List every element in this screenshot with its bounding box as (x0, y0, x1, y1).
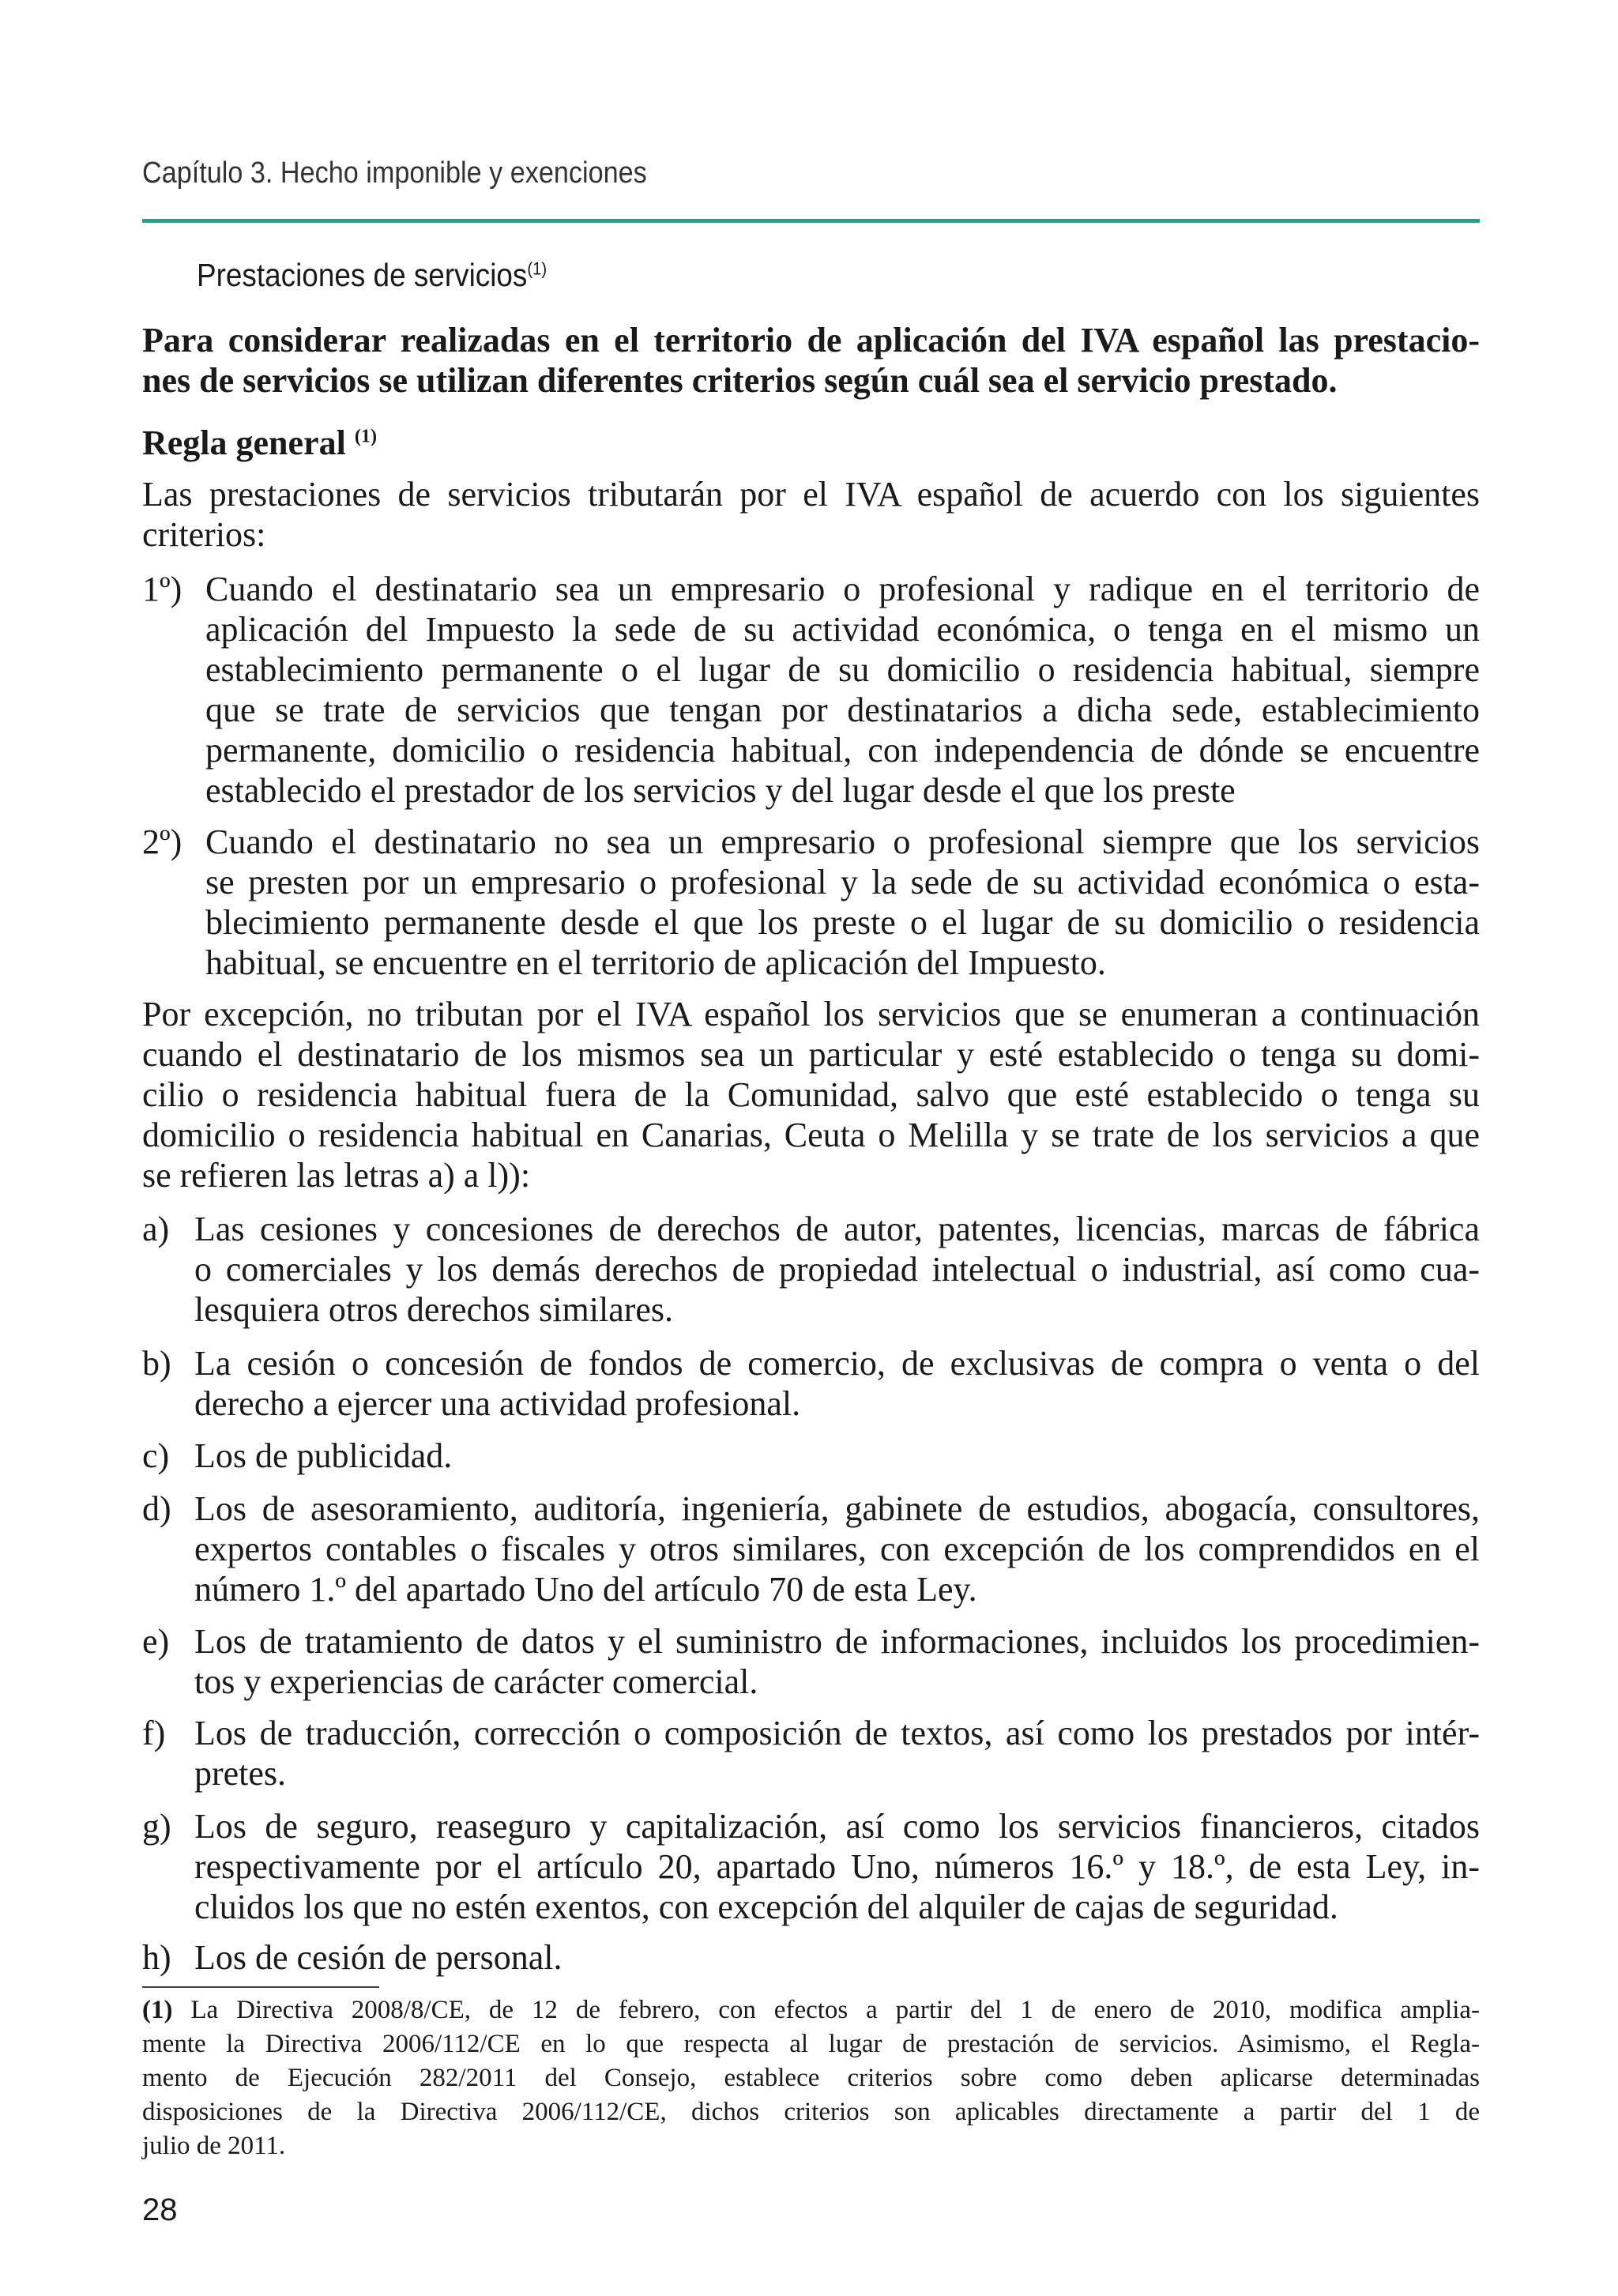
lettered-item-f (142, 1713, 1480, 1794)
item-line: Los de seguro, reaseguro y capitalización, así como los servicios financieros, citados (194, 1807, 1480, 1846)
item-line: derecho a ejercer una actividad profesional. (194, 1384, 801, 1423)
lettered-item-g (142, 1806, 1480, 1927)
item-marker: e) (142, 1622, 170, 1661)
lettered-item-e (142, 1621, 1480, 1702)
item-line: aplicación del Impuesto la sede de su actividad económica, o tenga en el mismo un (205, 610, 1480, 649)
item-line: que se trate de servicios que tengan por destinatarios a dicha sede, establecimiento (205, 691, 1480, 729)
item-line: tos y experiencias de carácter comercial. (194, 1662, 758, 1701)
lettered-item-c (142, 1436, 1480, 1476)
footnote-divider (142, 1986, 379, 1988)
intro-line: nes de servicios se utilizan diferentes criterios según cuál sea el servicio prestado. (142, 361, 1338, 400)
section-note-ref: (1) (527, 258, 547, 279)
footnote-line: mente la Directiva 2006/112/CE en lo que respecta al lugar de prestación de servicios. Asimismo, el Regla- (142, 2030, 1480, 2058)
footnote-line: La Directiva 2008/8/CE, de 12 de febrero, con efectos a partir del 1 de enero de 2010, modifica amplia- (190, 1996, 1481, 2024)
item-line: Cuando el destinatario sea un empresario o profesional y radique en el territorio de (205, 570, 1480, 608)
lettered-item-d (142, 1489, 1480, 1609)
item-line: Las cesiones y concesiones de derechos de autor, patentes, licencias, marcas de fábrica (194, 1210, 1480, 1248)
item-marker: c) (142, 1436, 170, 1475)
item-marker: b) (142, 1344, 171, 1383)
item-marker: g) (142, 1807, 171, 1846)
item-line: Los de publicidad. (194, 1436, 453, 1475)
item-line: permanente, domicilio o residencia habitual, con independencia de dónde se encuentre (205, 731, 1480, 770)
item-line: expertos contables o fiscales y otros similares, con excepción de los comprendidos en el (194, 1530, 1480, 1568)
item-line: se presten por un empresario o profesional y la sede de su actividad económica o esta- (205, 863, 1480, 901)
item-marker: d) (142, 1489, 171, 1528)
item-marker: h) (142, 1938, 171, 1977)
item-line: pretes. (194, 1754, 287, 1793)
item-line: blecimiento permanente desde el que los preste o el lugar de su domicilio o residencia (205, 903, 1480, 942)
numbered-item-2 (142, 822, 1480, 983)
item-line: Los de cesión de personal. (194, 1938, 563, 1977)
page-number: 28 (142, 2192, 178, 2227)
exception-line: cuando el destinatario de los mismos sea un particular y esté establecido o tenga su domi- (142, 1035, 1480, 1074)
header-divider (142, 219, 1480, 223)
exception-line: se refieren las letras a) a l)): (142, 1156, 531, 1195)
item-line: Los de asesoramiento, auditoría, ingeniería, gabinete de estudios, abogacía, consultores, (194, 1489, 1480, 1528)
item-line: cluidos los que no estén exentos, con excepción del alquiler de cajas de seguridad. (194, 1888, 1338, 1926)
item-line: Los de tratamiento de datos y el suministro de informaciones, incluidos los procedimien- (194, 1622, 1480, 1661)
subhead-note-ref: (1) (354, 425, 378, 447)
lead-line: criterios: (142, 515, 266, 554)
item-line: Cuando el destinatario no sea un empresario o profesional siempre que los servicios (205, 822, 1480, 861)
item-line: número 1.º del apartado Uno del artículo 70 de esta Ley. (194, 1570, 977, 1609)
chapter-header: Capítulo 3. Hecho imponible y exenciones (142, 156, 647, 190)
item-marker: a) (142, 1210, 170, 1248)
lead-paragraph (142, 474, 1480, 555)
item-line: lesquiera otros derechos similares. (194, 1290, 674, 1329)
footnote-line: disposiciones de la Directiva 2006/112/CE, dichos criterios son aplicables directamente a partir del 1 de (142, 2098, 1480, 2126)
item-line: establecimiento permanente o el lugar de su domicilio o residencia habitual, siempre (205, 650, 1480, 689)
numbered-item-1 (142, 569, 1480, 811)
subhead-text: Regla general (142, 423, 346, 462)
footnote-line: julio de 2011. (142, 2132, 286, 2160)
exception-line: Por excepción, no tributan por el IVA español los servicios que se enumeran a continuación (142, 995, 1480, 1033)
intro-line: Para considerar realizadas en el territorio de aplicación del IVA español las prestacio- (142, 321, 1480, 359)
lettered-item-b (142, 1343, 1480, 1424)
item-marker: 1º) (142, 570, 182, 608)
item-line: o comerciales y los demás derechos de propiedad intelectual o industrial, así como cua- (194, 1250, 1480, 1289)
exception-line: domicilio o residencia habitual en Canarias, Ceuta o Melilla y se trate de los servicios a que (142, 1116, 1480, 1154)
item-line: respectivamente por el artículo 20, apartado Uno, números 16.º y 18.º, de esta Ley, in- (194, 1847, 1480, 1886)
exception-paragraph (142, 994, 1480, 1195)
item-line: La cesión o concesión de fondos de comercio, de exclusivas de compra o venta o del (194, 1344, 1480, 1383)
item-marker: f) (142, 1714, 166, 1752)
item-line: habitual, se encuentre en el territorio de aplicación del Impuesto. (205, 943, 1106, 982)
exception-line: cilio o residencia habitual fuera de la Comunidad, salvo que esté establecido o tenga su (142, 1075, 1480, 1114)
lead-line: Las prestaciones de servicios tributarán por el IVA español de acuerdo con los siguientes (142, 475, 1480, 514)
lettered-item-h (142, 1937, 1480, 1978)
lettered-item-a (142, 1209, 1480, 1330)
section-title-text: Prestaciones de servicios (197, 257, 528, 293)
item-line: Los de traducción, corrección o composición de textos, así como los prestados por intér- (194, 1714, 1480, 1752)
footnote (142, 1993, 1480, 2163)
item-line: establecido el prestador de los servicios y del lugar desde el que los preste (205, 771, 1236, 810)
section-title (197, 257, 547, 294)
item-marker: 2º) (142, 822, 182, 861)
intro-paragraph (142, 320, 1480, 401)
footnote-marker: (1) (142, 1996, 173, 2024)
subhead-regla-general (142, 423, 377, 463)
footnote-line: mento de Ejecución 282/2011 del Consejo, establece criterios sobre como deben aplicarse determinadas (142, 2064, 1480, 2092)
